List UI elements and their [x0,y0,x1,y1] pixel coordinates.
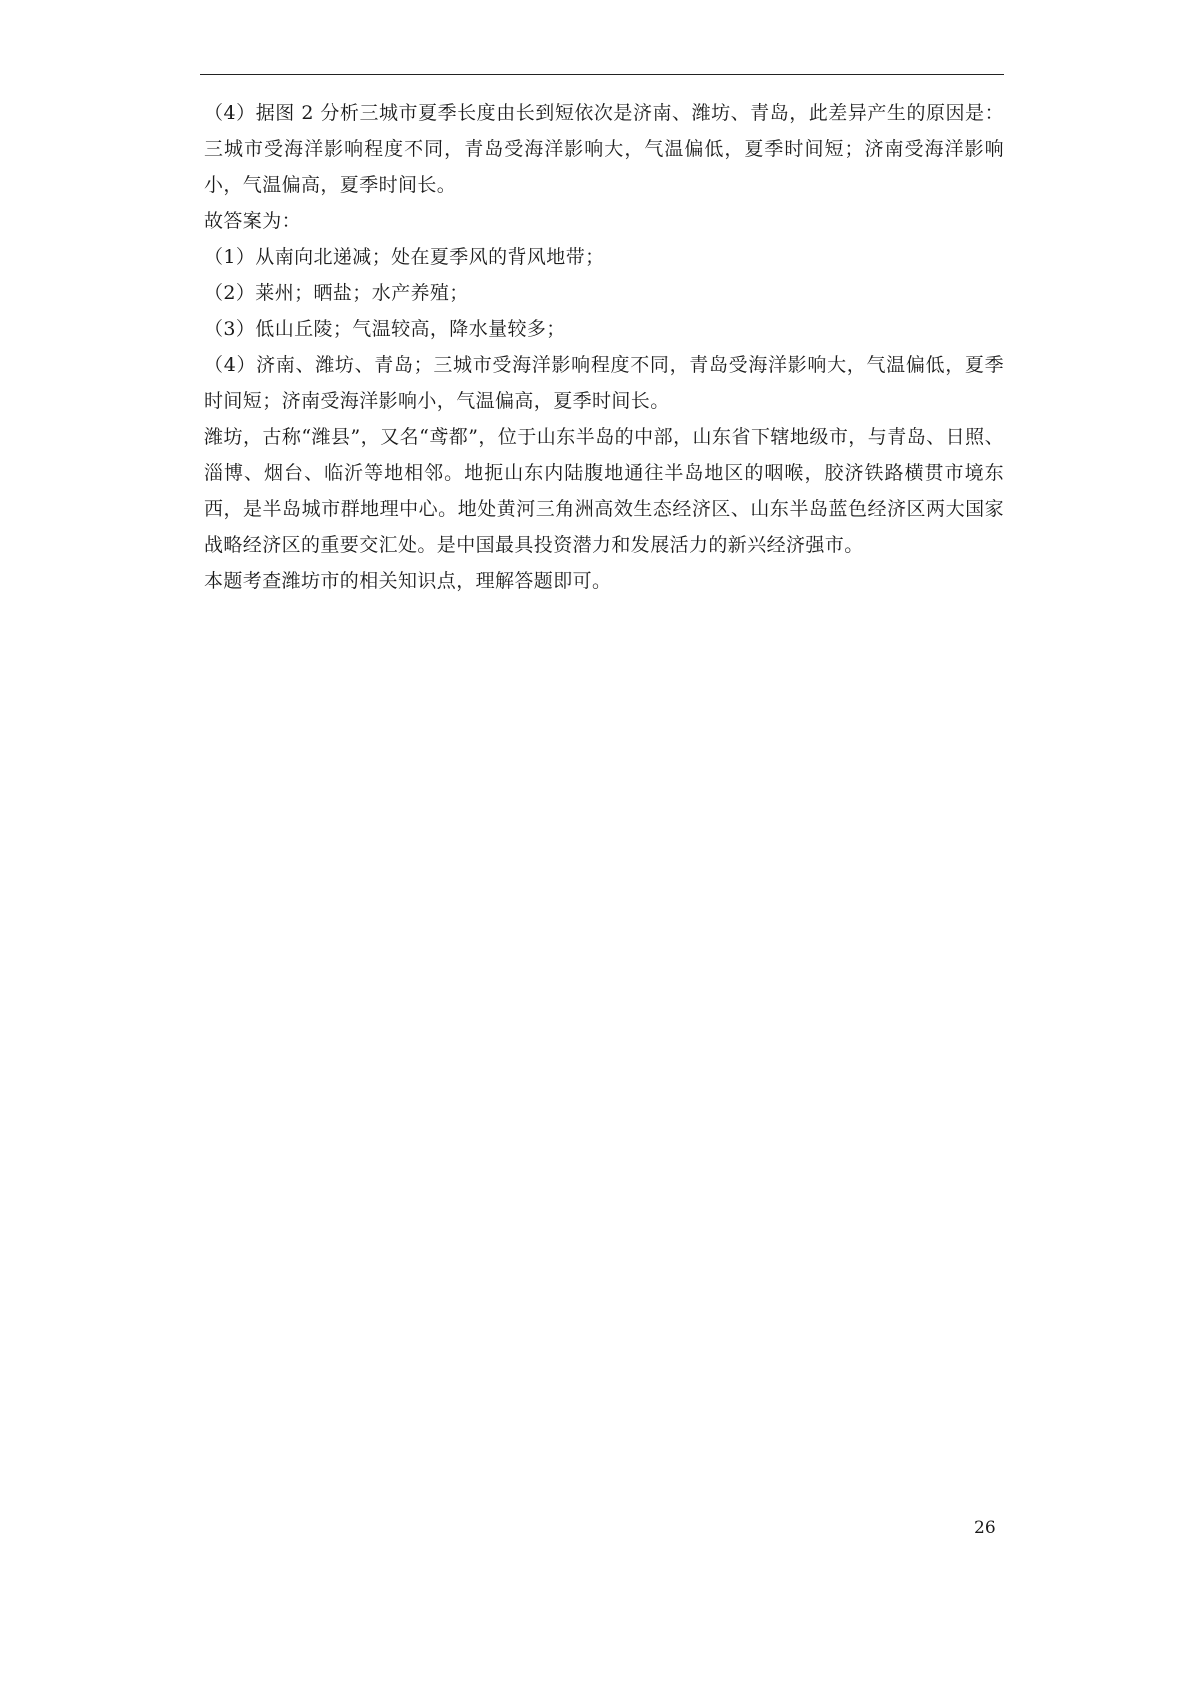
header-rule [200,74,1004,75]
paragraph-answer-1: （1）从南向北递减；处在夏季风的背风地带； [204,246,605,268]
document-body [204,95,1004,599]
paragraph-analysis-4: （4）据图 2 分析三城市夏季长度由长到短依次是济南、潍坊、青岛，此差异产生的原因是：三城市受海洋影响程度不同，青岛受海洋影响大，气温偏低，夏季时间短；济南受海洋影响小，气温偏高，夏季时间长。 [204,102,1004,196]
paragraph-weifang-intro: 潍坊，古称“潍县”，又名“鸢都”，位于山东半岛的中部，山东省下辖地级市，与青岛、日照、淄博、烟台、临沂等地相邻。地扼山东内陆腹地通往半岛地区的咽喉，胶济铁路横贯市境东西，是半岛城市群地理中心。地处黄河三角洲高效生态经济区、山东半岛蓝色经济区两大国家战略经济区的重要交汇处。是中国最具投资潜力和发展活力的新兴经济强市。 [204,426,1004,556]
paragraph-answer-3: （3）低山丘陵；气温较高，降水量较多； [204,318,566,340]
paragraph-answer-4: （4）济南、潍坊、青岛；三城市受海洋影响程度不同，青岛受海洋影响大，气温偏低，夏季时间短；济南受海洋影响小，气温偏高，夏季时间长。 [204,354,1004,412]
page-number: 26 [974,1518,996,1538]
paragraph-answer-heading: 故答案为： [204,210,302,232]
paragraph-summary: 本题考查潍坊市的相关知识点，理解答题即可。 [204,570,612,592]
paragraph-answer-2: （2）莱州；晒盐；水产养殖； [204,282,469,304]
